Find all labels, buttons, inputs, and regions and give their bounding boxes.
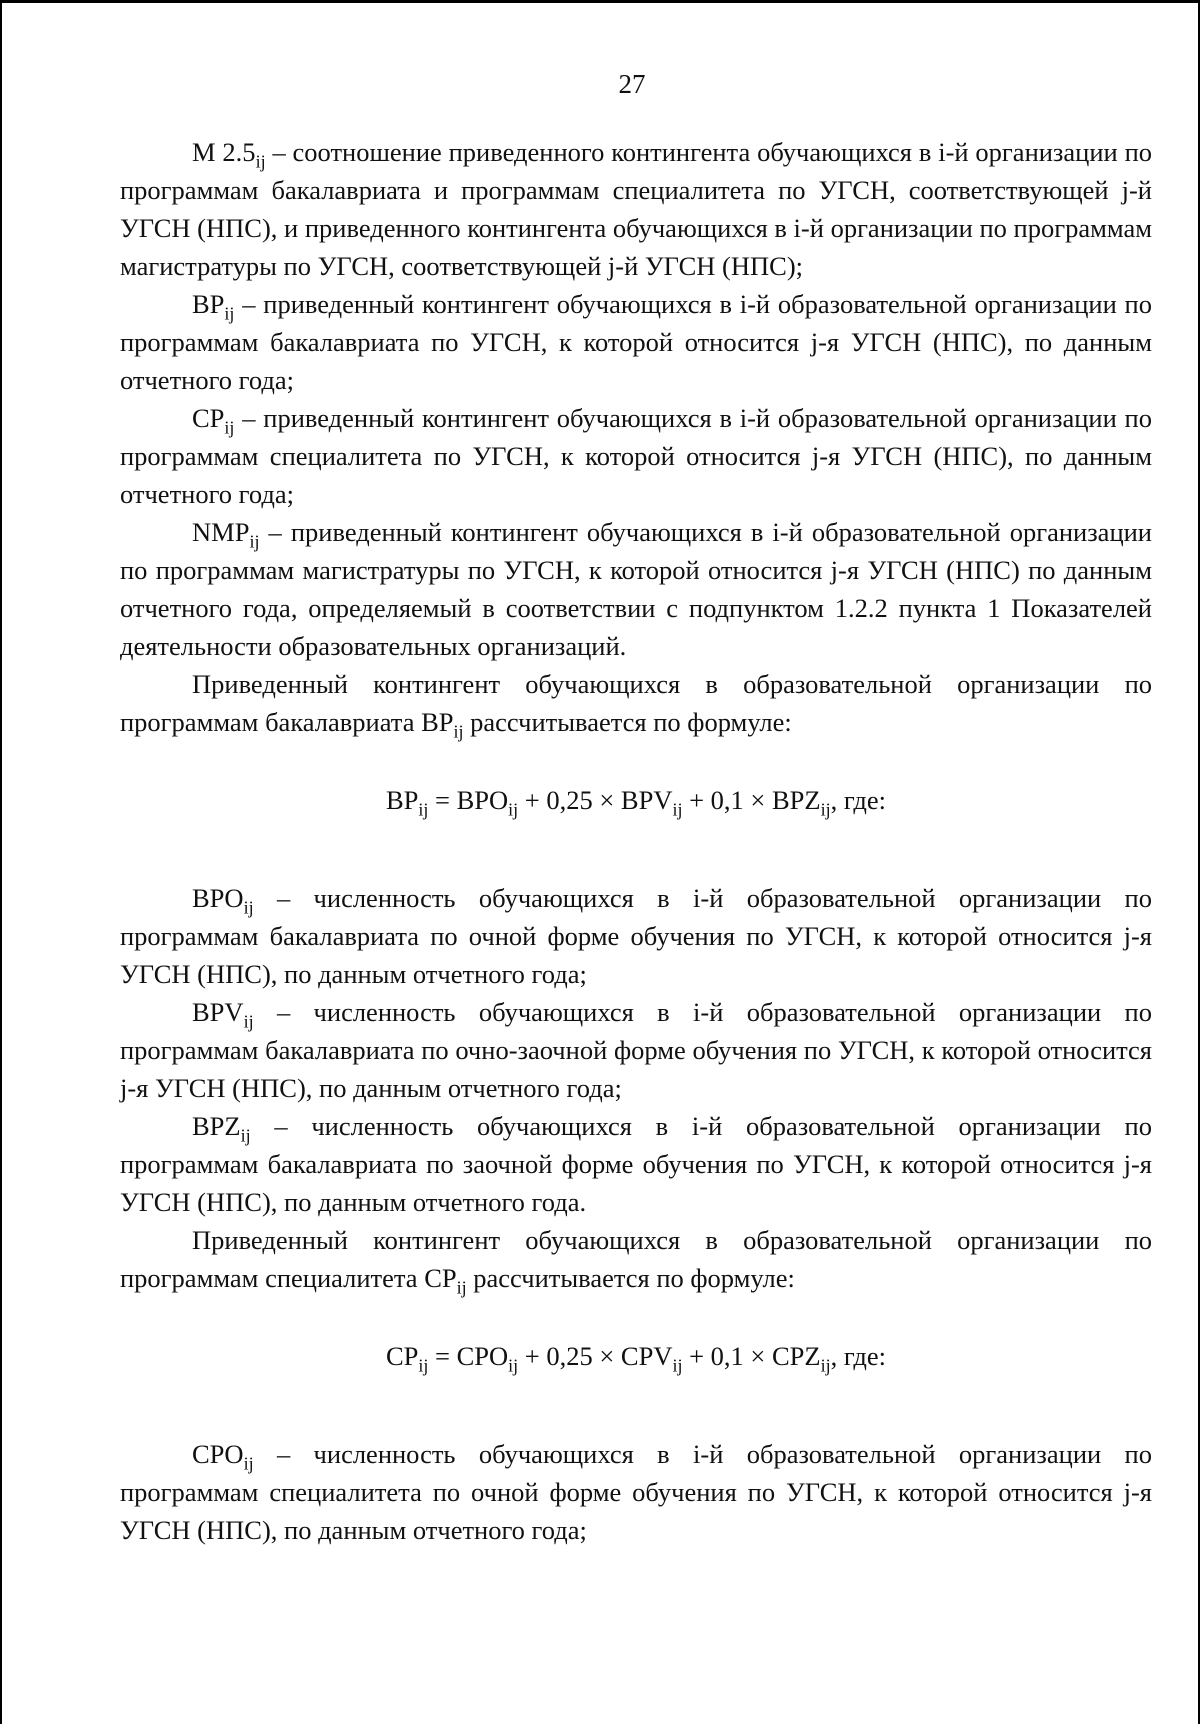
inline-symbol: CP <box>424 1263 457 1293</box>
term-subscript: ij <box>249 531 260 552</box>
formula-subscript: ij <box>820 799 831 820</box>
definition-text: – численность обучающихся в i-й образовательной организации по программам бакалавриата по заочной форме обучения по УГСН, к которой относится j-я УГСН (НПС), по данным отчетного года. <box>120 1111 1152 1217</box>
term-symbol: BPZ <box>192 1111 241 1141</box>
definition-text: – соотношение приведенного контингента обучающихся в i-й организации по программам бакалавриата и программам специалитета по УГСН, соответствующей j-й УГСН (НПС), и приведенного контингента обучающихся в i-й организации по программам магистратуры по УГСН, соответствующей j-й УГСН (НПС); <box>120 137 1152 281</box>
formula-subscript: ij <box>508 799 519 820</box>
definition-text: – приведенный контингент обучающихся в i-й образовательной организации по программам магистратуры по УГСН, к которой относится j-я УГСН (НПС) по данным отчетного года, определяемый в соответствии с подпунктом 1.2.2 пункта 1 Показателей деятельности образовательных организаций. <box>120 517 1152 661</box>
page-body <box>120 133 1152 1549</box>
formula-term: = BPO <box>428 785 509 815</box>
formula-term: + 0,1 × BPZ <box>682 785 821 815</box>
formula-term: + 0,25 × CPV <box>518 1341 673 1371</box>
definition-text: – приведенный контингент обучающихся в i-й образовательной организации по программам специалитета по УГСН, к которой относится j-я УГСН (НПС), по данным отчетного года; <box>120 403 1152 509</box>
term-symbol: BPO <box>192 883 244 913</box>
term-subscript: ij <box>243 1453 254 1474</box>
paragraph-text: рассчитывается по формуле: <box>466 1263 795 1293</box>
term-symbol: M 2.5 <box>192 137 256 167</box>
paragraph-text: Приведенный контингент обучающихся в образовательной организации по программам бакалавриата <box>120 669 1152 737</box>
definition-text: – приведенный контингент обучающихся в i-й образовательной организации по программам бакалавриата по УГСН, к которой относится j-я УГСН (НПС), по данным отчетного года; <box>120 289 1152 395</box>
paragraph-bp-intro <box>120 665 1152 741</box>
paragraph-text: рассчитывается по формуле: <box>463 707 792 737</box>
formula-subscript: ij <box>672 799 683 820</box>
definition-nmp <box>120 513 1152 665</box>
formula-term: + 0,1 × CPZ <box>682 1341 821 1371</box>
definition-text: – численность обучающихся в i-й образовательной организации по программам специалитета по очной форме обучения по УГСН, к которой относится j-я УГСН (НПС), по данным отчетного года; <box>120 1439 1152 1545</box>
definition-bpv <box>120 993 1152 1107</box>
definition-m25 <box>120 133 1152 285</box>
formula-subscript: ij <box>820 1355 831 1376</box>
definition-text: – численность обучающихся в i-й образовательной организации по программам бакалавриата по очной форме обучения по УГСН, к которой относится j-я УГСН (НПС), по данным отчетного года; <box>120 883 1152 989</box>
definition-cpo <box>120 1435 1152 1549</box>
term-symbol: CP <box>192 403 225 433</box>
formula-term: BP <box>385 785 419 815</box>
paragraph-text: Приведенный контингент обучающихся в образовательной организации по программам специалитета <box>120 1225 1152 1293</box>
term-subscript: ij <box>243 897 254 918</box>
formula-term: + 0,25 × BPV <box>518 785 673 815</box>
formula-term: = CPO <box>428 1341 509 1371</box>
paragraph-cp-intro <box>120 1221 1152 1297</box>
formula-term: , где: <box>830 1341 887 1371</box>
term-subscript: ij <box>224 417 235 438</box>
formula-subscript: ij <box>672 1355 683 1376</box>
inline-symbol: BP <box>421 707 454 737</box>
formula-subscript: ij <box>418 1355 429 1376</box>
formula-term: , где: <box>830 785 887 815</box>
formula-subscript: ij <box>508 1355 519 1376</box>
term-subscript: ij <box>243 1011 254 1032</box>
definition-bpo <box>120 879 1152 993</box>
cp-formula <box>120 1337 1152 1375</box>
definition-text: – численность обучающихся в i-й образовательной организации по программам бакалавриата по очно-заочной форме обучения по УГСН, к которой относится j-я УГСН (НПС), по данным отчетного года; <box>120 997 1152 1103</box>
term-symbol: BPV <box>192 997 244 1027</box>
inline-subscript: ij <box>456 1277 467 1298</box>
formula-subscript: ij <box>418 799 429 820</box>
term-symbol: BP <box>192 289 225 319</box>
inline-subscript: ij <box>453 721 464 742</box>
definition-bpz <box>120 1107 1152 1221</box>
term-subscript: ij <box>240 1125 251 1146</box>
term-symbol: NMP <box>192 517 250 547</box>
term-subscript: ij <box>255 151 266 172</box>
term-symbol: CPO <box>192 1439 244 1469</box>
bp-formula <box>120 781 1152 819</box>
definition-cp <box>120 399 1152 513</box>
definition-bp <box>120 285 1152 399</box>
formula-term: CP <box>385 1341 419 1371</box>
page-number: 27 <box>618 69 646 99</box>
term-subscript: ij <box>224 303 235 324</box>
